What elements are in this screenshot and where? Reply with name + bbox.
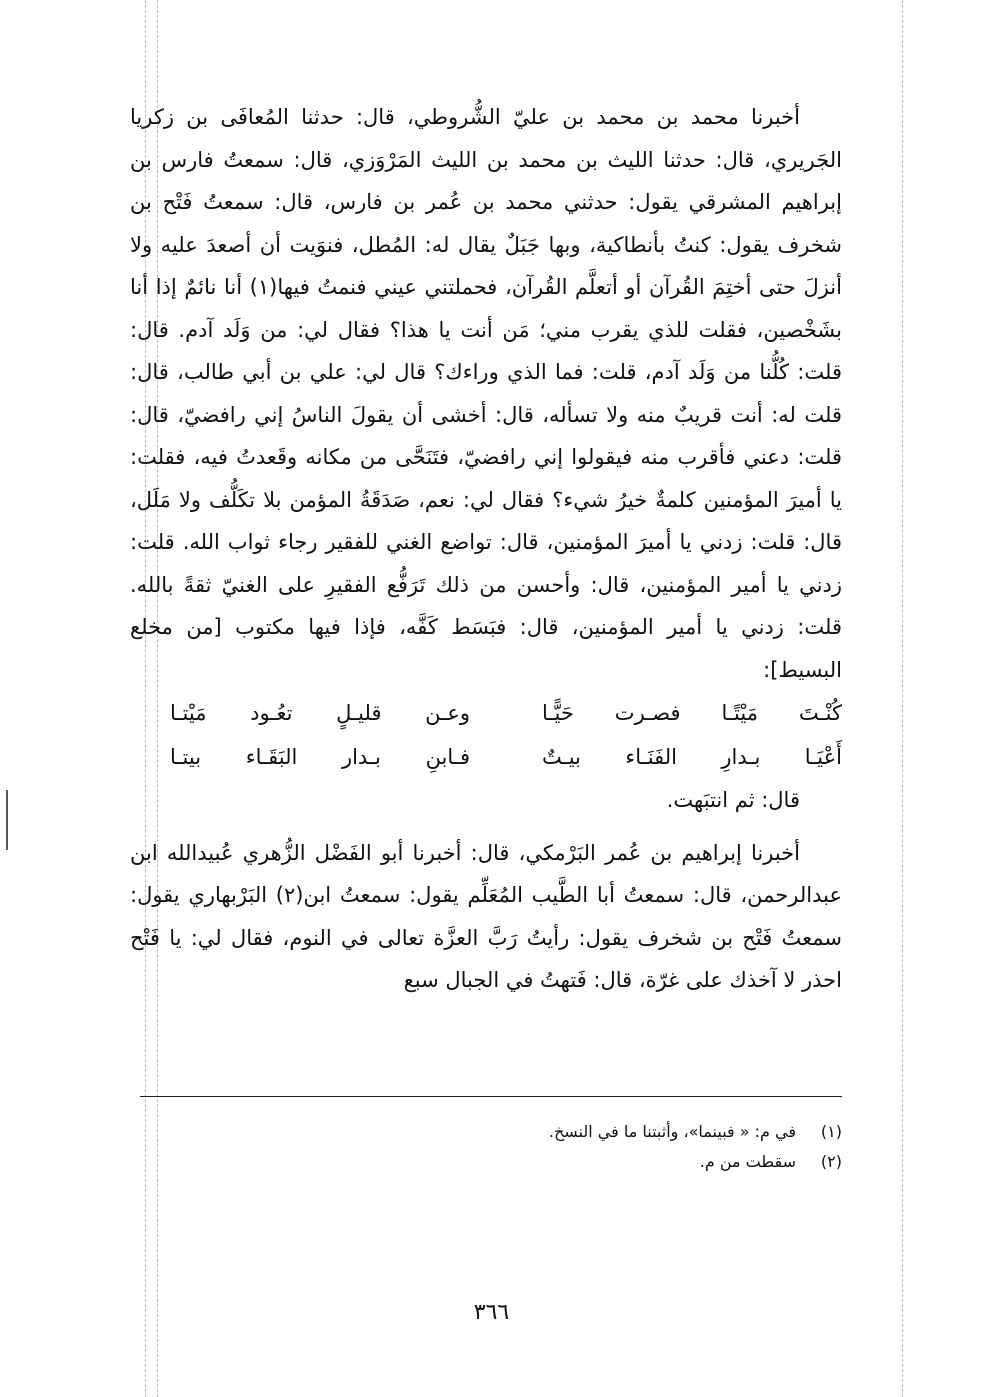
- paragraph-awakening: قال: ثم انتبَهت.: [666, 788, 800, 812]
- footnote: [400, 1147, 842, 1177]
- footnote-number: (١): [820, 1122, 842, 1141]
- footnotes: [400, 1117, 842, 1177]
- verse-second-hemistich: فـابنِ بـدار البَقَـاء بيتـا: [170, 745, 470, 769]
- scan-edge-mark: [6, 790, 8, 850]
- poem-verses: [130, 691, 842, 779]
- verse-line: [130, 691, 842, 735]
- verse-first-hemistich: كُنْـتَ مَيْتًـا فصـرت حَيًّـا: [542, 701, 842, 725]
- verse-first-hemistich: أَعْيَـا بـدارِ الفَنَـاء بيـتٌ: [542, 745, 842, 769]
- paragraph-narration: أخبرنا محمد بن محمد بن عليّ الشُّروطي، قال: حدثنا المُعافَى بن زكريا الجَريري، قال: حدثنا الليث بن محمد بن الليث المَرْوَزي، قال: سمعتُ فارس بن إبراهيم المشرقي يقول: حدثني محمد بن عُمر بن فارس، قال: سمعتُ فَتْح بن شخرف يقول: كنتُ بأنطاكية، وبها جَبَلٌ يقال له: المُطل، فنوَيت أن أصعدَ عليه ولا أنزلَ حتى أختِمَ القُرآن أو أتعلَّم القُرآن، فحملتني عيني فنمتُ فيها(١) أنا نائمٌ إذا أنا بشَخْصين، فقلت للذي يقرب مني؛ مَن أنت يا هذا؟ فقال لي: من وَلَد آدم. قال: قلت: كُلُّنا من وَلَد آدم، قلت: فما الذي وراءك؟ قال لي: علي بن أبي طالب، قال: قلت له: أنت قريبٌ منه ولا تسأله، قال: أخشى أن يقولَ الناسُ إني رافضيّ، قال: قلت: دعني فأقرب منه فيقولوا إني رافضيّ، فتَنَحَّى من مكانه وقَعدتُ فيه، فقلت: يا أميرَ المؤمنين كلمةٌ خيرُ شيء؟ فقال لي: نعم، صَدَقَةُ المؤمن بلا تكَلُّف ولا مَلَل، قال: قلت: زدني يا أميرَ المؤمنين، قال: تواضع الغني للفقير رجاء ثواب الله. قلت: زدني يا أمير المؤمنين، قال: وأحسن من ذلك تَرَفُّع الفقيرِ على الغنيّ ثقةً بالله. قلت: زدني يا أمير المؤمنين، قال: فبَسَط كَفَّه، فإذا فيها مكتوب [من مخلع البسيط]:: [130, 105, 842, 682]
- footnote: [400, 1117, 842, 1147]
- page-body: [130, 96, 842, 1002]
- scan-margin-line: [902, 0, 903, 1397]
- footnote-number: (٢): [820, 1152, 842, 1171]
- footnote-text: سقطت من م.: [699, 1152, 796, 1171]
- footnote-separator: [140, 1096, 842, 1097]
- verse-line: [130, 735, 842, 779]
- footnote-text: في م: « فبينما»، وأثبتنا ما في النسخ.: [548, 1122, 796, 1141]
- page-number: ٣٦٦: [473, 1300, 510, 1325]
- paragraph-narration-2: أخبرنا إبراهيم بن عُمر البَرْمكي، قال: أخبرنا أبو الفَضْل الزُّهري عُبيدالله ابن عبدالرحمن، قال: سمعتُ أبا الطَّيب المُعَلِّم يقول: سمعتُ ابن(٢) البَرْبهاري يقول: سمعتُ فَتْح بن شخرف يقول: رأيتُ رَبَّ العزَّة تعالى في النوم، فقال لي: يا فَتْح احذر لا آخذك على غرّة، قال: فَتهتُ في الجبال سبع: [130, 840, 842, 992]
- verse-second-hemistich: وعـن قليـلٍ تعُـود مَيْتـا: [170, 701, 470, 725]
